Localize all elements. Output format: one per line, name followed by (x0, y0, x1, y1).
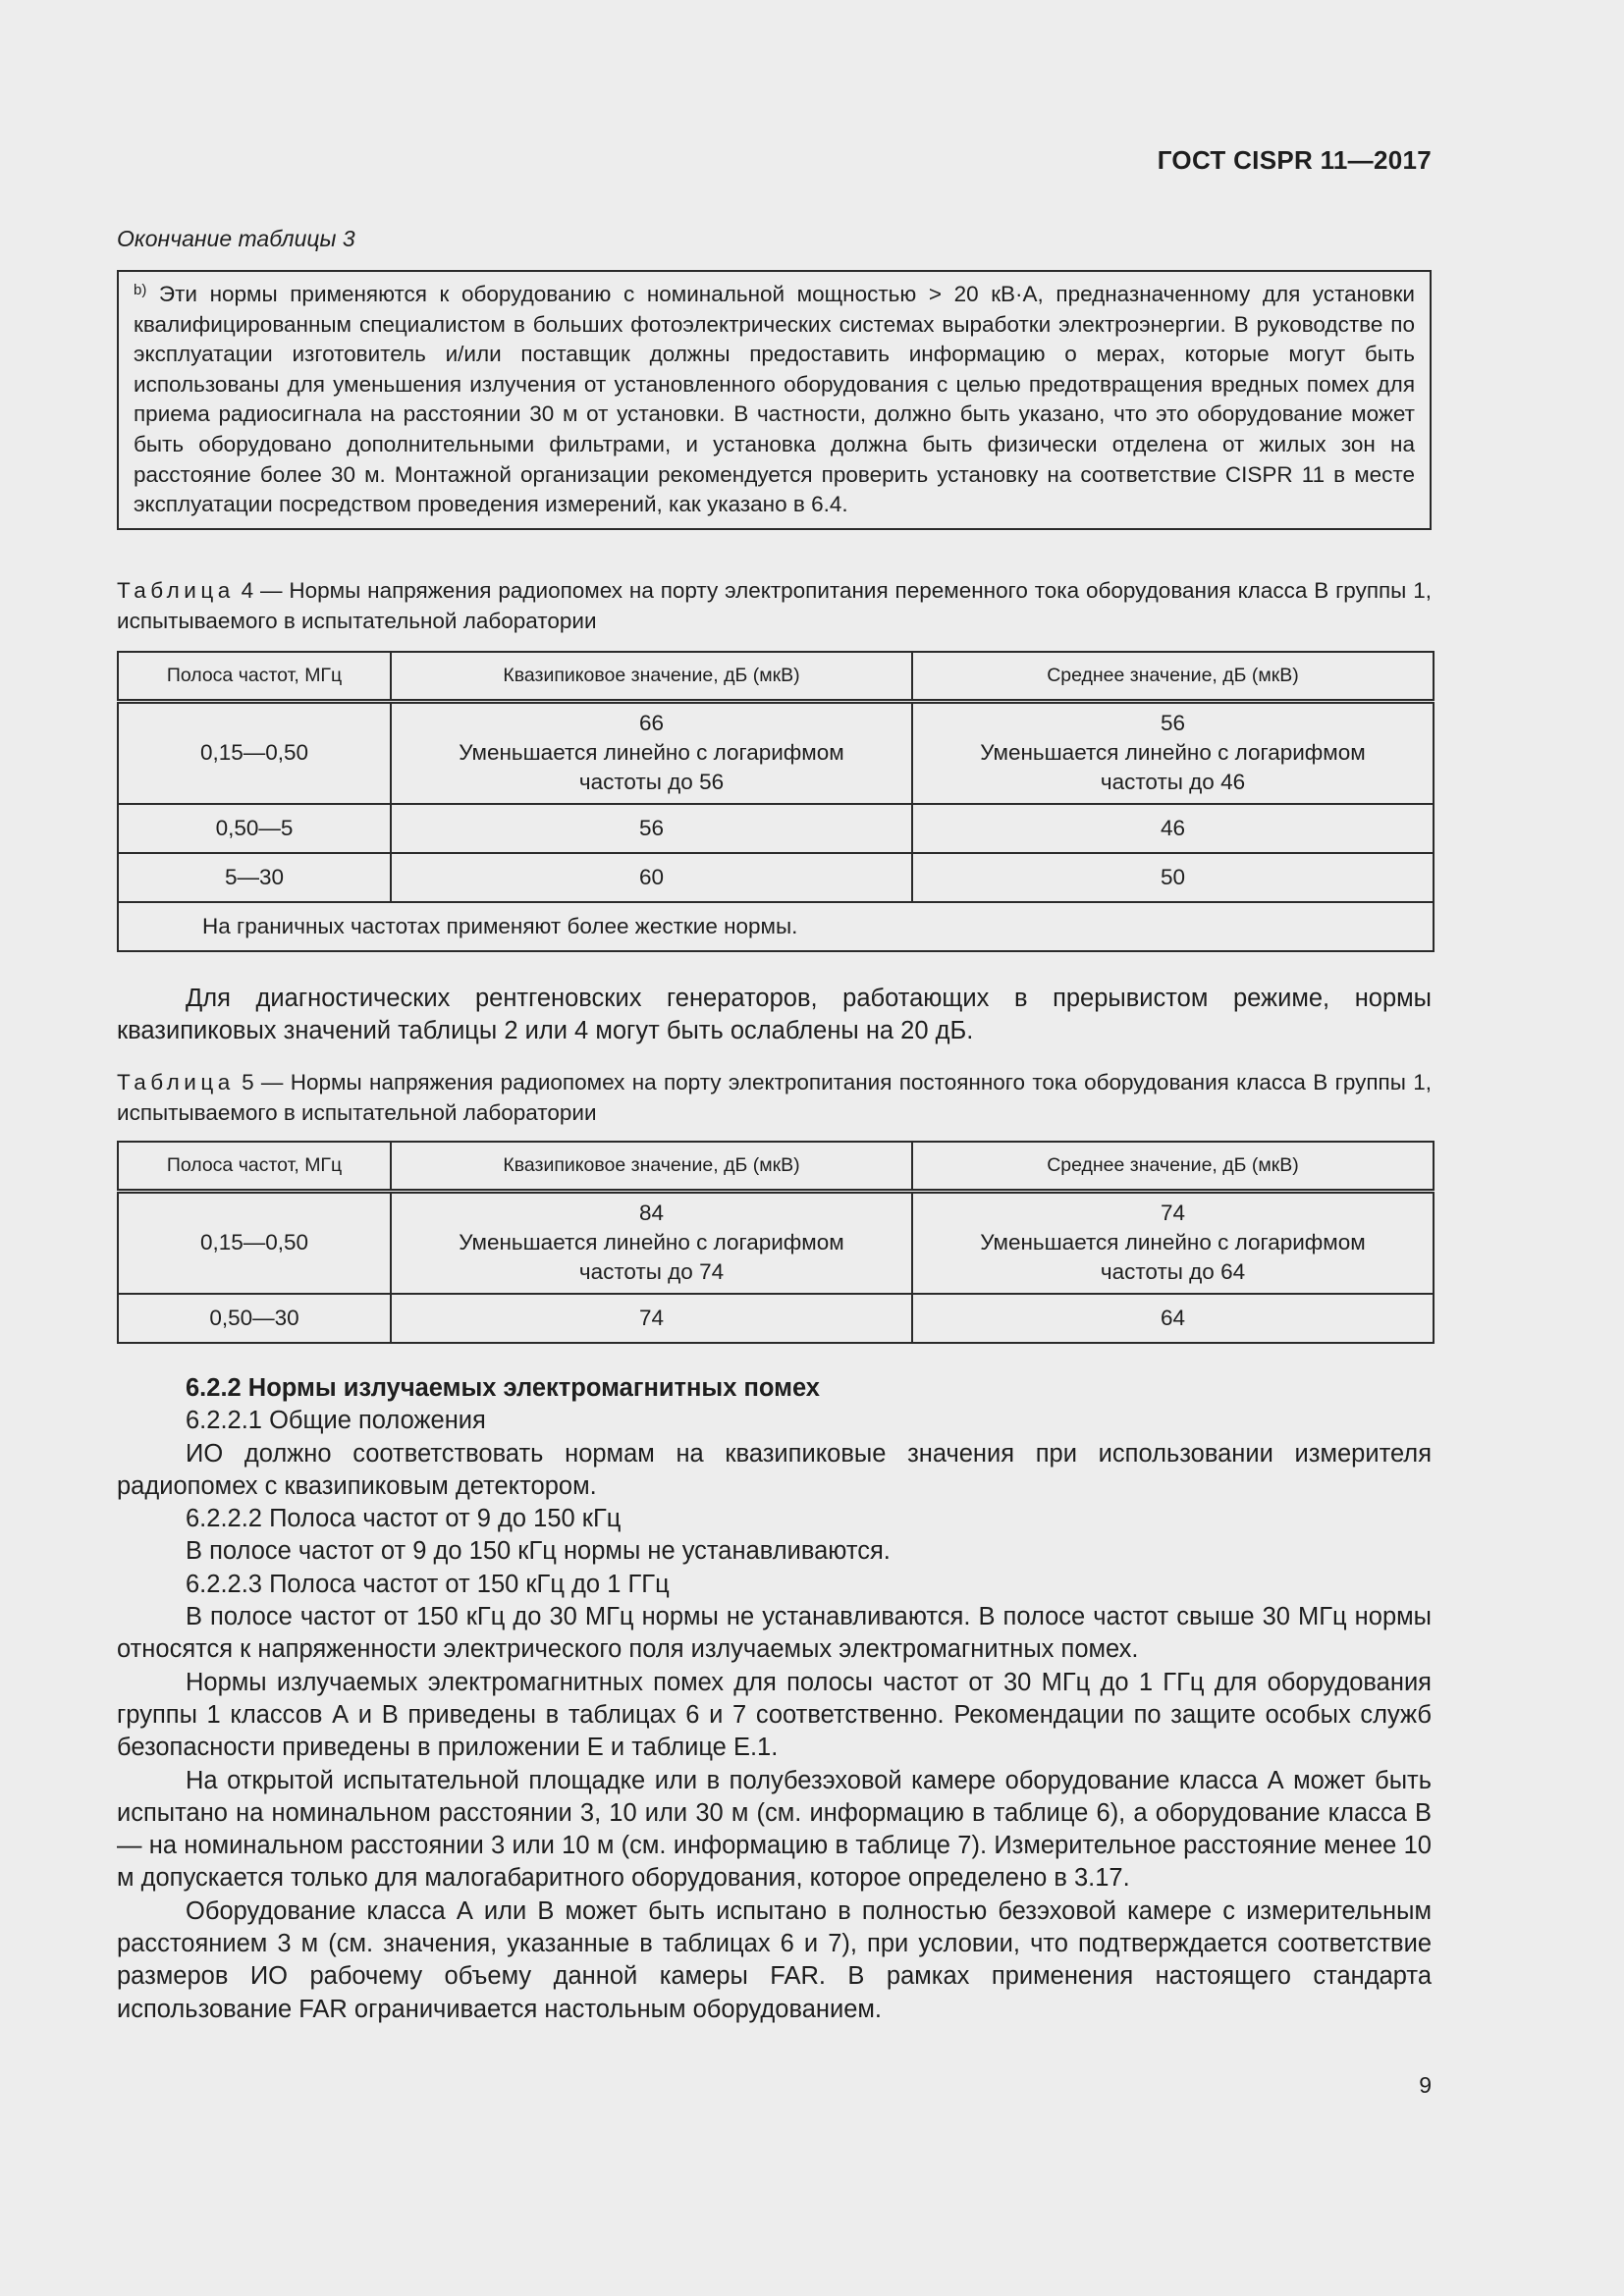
table4-caption (117, 576, 1432, 636)
qp-value: 84 (638, 1201, 665, 1226)
page-number: 9 (1419, 2072, 1432, 2098)
table4-caption-text: 4 — Нормы напряжения радиопомех на порту электропитания переменного тока оборудования класса В группы 1, испытываемого в испытательной лаборатории (117, 578, 1432, 633)
avg-desc-line1: Уменьшается линейно с логарифмом (980, 1230, 1366, 1255)
table-row (118, 804, 1434, 853)
avg-value: 74 (1160, 1201, 1186, 1226)
subsection-title: 6.2.2.2 Полоса частот от 9 до 150 кГц (186, 1505, 622, 1533)
avg-desc-line2: частоты до 46 (1100, 770, 1246, 795)
qp-desc-line2: частоты до 56 (578, 770, 725, 795)
table4 (117, 651, 1435, 952)
qp-desc-line2: частоты до 74 (578, 1259, 725, 1285)
table4-caption-word: Таблица (117, 578, 235, 603)
qp-cell: 74 (391, 1294, 912, 1343)
band-cell: 5—30 (118, 853, 391, 902)
avg-desc-line1: Уменьшается линейно с логарифмом (980, 740, 1366, 766)
paragraph: Оборудование класса А или В может быть испытано в полностью безэховой камере с измерительным расстоянием 3 м (см. значения, указанные в таблицах 6 и 7), при условии, что подтверждается соответствие размеров ИО рабочему объему данной камеры FAR. В рамках применения настоящего стандарта использование FAR ограничивается настольным оборудованием. (117, 1896, 1432, 2023)
footnote-marker: b) (134, 282, 147, 298)
qp-cell (391, 1191, 912, 1294)
table5 (117, 1141, 1435, 1344)
table5-header-row (118, 1142, 1434, 1191)
table5-caption-text: 5 — Нормы напряжения радиопомех на порту электропитания постоянного тока оборудования класса В группы 1, испытываемого в испытательной лаборатории (117, 1070, 1432, 1125)
subsection-title: 6.2.2.1 Общие положения (186, 1407, 486, 1435)
band-cell: 0,15—0,50 (118, 1191, 391, 1294)
paragraph: В полосе частот от 9 до 150 кГц нормы не устанавливаются. (186, 1537, 891, 1566)
table5-header-qp: Квазипиковое значение, дБ (мкВ) (391, 1142, 912, 1191)
qp-cell (391, 701, 912, 804)
band-cell: 0,50—5 (118, 804, 391, 853)
table3-footnote-b (117, 270, 1432, 530)
avg-cell: 46 (912, 804, 1434, 853)
table4-header-qp: Квазипиковое значение, дБ (мкВ) (391, 652, 912, 701)
avg-cell: 64 (912, 1294, 1434, 1343)
table5-caption (117, 1068, 1432, 1128)
table4-header-band: Полоса частот, МГц (118, 652, 391, 701)
paragraph: Нормы излучаемых электромагнитных помех для полосы частот от 30 МГц до 1 ГГц для оборудования группы 1 классов А и В приведены в таблицах 6 и 7 соответственно. Рекомендации по защите особых служб безопасности приведены в приложении Е и таблице Е.1. (117, 1668, 1432, 1762)
table-row (118, 1294, 1434, 1343)
table-row (118, 853, 1434, 902)
table-row (118, 701, 1434, 804)
qp-value: 66 (638, 711, 665, 736)
subsection-title: 6.2.2.3 Полоса частот от 150 кГц до 1 ГГц (186, 1570, 670, 1598)
xray-paragraph: Для диагностических рентгеновских генераторов, работающих в прерывистом режиме, нормы квазипиковых значений таблицы 2 или 4 могут быть ослаблены на 20 дБ. (117, 985, 1432, 1045)
avg-cell (912, 1191, 1434, 1294)
section-6-2-2 (117, 1372, 1432, 2026)
qp-cell: 60 (391, 853, 912, 902)
paragraph: ИО должно соответствовать нормам на квазипиковые значения при использовании измерителя радиопомех с квазипиковым детектором. (117, 1439, 1432, 1500)
table4-header-row (118, 652, 1434, 701)
band-cell: 0,50—30 (118, 1294, 391, 1343)
avg-desc-line2: частоты до 64 (1100, 1259, 1246, 1285)
qp-desc-line1: Уменьшается линейно с логарифмом (459, 1230, 844, 1255)
table-row (118, 1191, 1434, 1294)
qp-cell: 56 (391, 804, 912, 853)
paragraph: В полосе частот от 150 кГц до 30 МГц нормы не устанавливаются. В полосе частот свыше 30 МГц нормы относятся к напряженности электрического поля излучаемых электромагнитных помех. (117, 1603, 1432, 1664)
section-heading: 6.2.2 Нормы излучаемых электромагнитных помех (186, 1374, 820, 1402)
avg-cell: 50 (912, 853, 1434, 902)
table4-note: На граничных частотах применяют более жесткие нормы. (118, 902, 1434, 951)
table5-header-band: Полоса частот, МГц (118, 1142, 391, 1191)
table4-note-row (118, 902, 1434, 951)
table4-header-avg: Среднее значение, дБ (мкВ) (912, 652, 1434, 701)
avg-value: 56 (1160, 711, 1186, 736)
table5-header-avg: Среднее значение, дБ (мкВ) (912, 1142, 1434, 1191)
document-header: ГОСТ CISPR 11—2017 (1157, 145, 1432, 175)
qp-desc-line1: Уменьшается линейно с логарифмом (459, 740, 844, 766)
paragraph: На открытой испытательной площадке или в полубезэховой камере оборудование класса А может быть испытано на номинальном расстоянии 3, 10 или 30 м (см. информацию в таблице 6), а оборудование класса В — на номинальном расстоянии 3 или 10 м (см. информацию в таблице 7). Измерительное расстояние менее 10 м допускается только для малогабаритного оборудования, которое определено в 3.17. (117, 1766, 1432, 1893)
footnote-text: Эти нормы применяются к оборудованию с номинальной мощностью > 20 кВ·А, предназначенному для установки квалифицированным специалистом в больших фотоэлектрических системах выработки электроэнергии. В руководстве по эксплуатации изготовитель и/или поставщик должны предоставить информацию о мерах, которые могут быть использованы для уменьшения излучения от установленного оборудования с целью предотвращения вредных помех для приема радиосигнала на расстоянии 30 м от установки. В частности, должно быть указано, что это оборудование может быть оборудовано дополнительными фильтрами, и установка должна быть физически отделена от жилых зон на расстояние более 30 м. Монтажной организации рекомендуется проверить установку на соответствие CISPR 11 в месте эксплуатации посредством проведения измерений, как указано в 6.4. (134, 282, 1415, 517)
table-continuation-label: Окончание таблицы 3 (117, 226, 355, 251)
band-cell: 0,15—0,50 (118, 701, 391, 804)
avg-cell (912, 701, 1434, 804)
table5-caption-word: Таблица (117, 1070, 235, 1095)
